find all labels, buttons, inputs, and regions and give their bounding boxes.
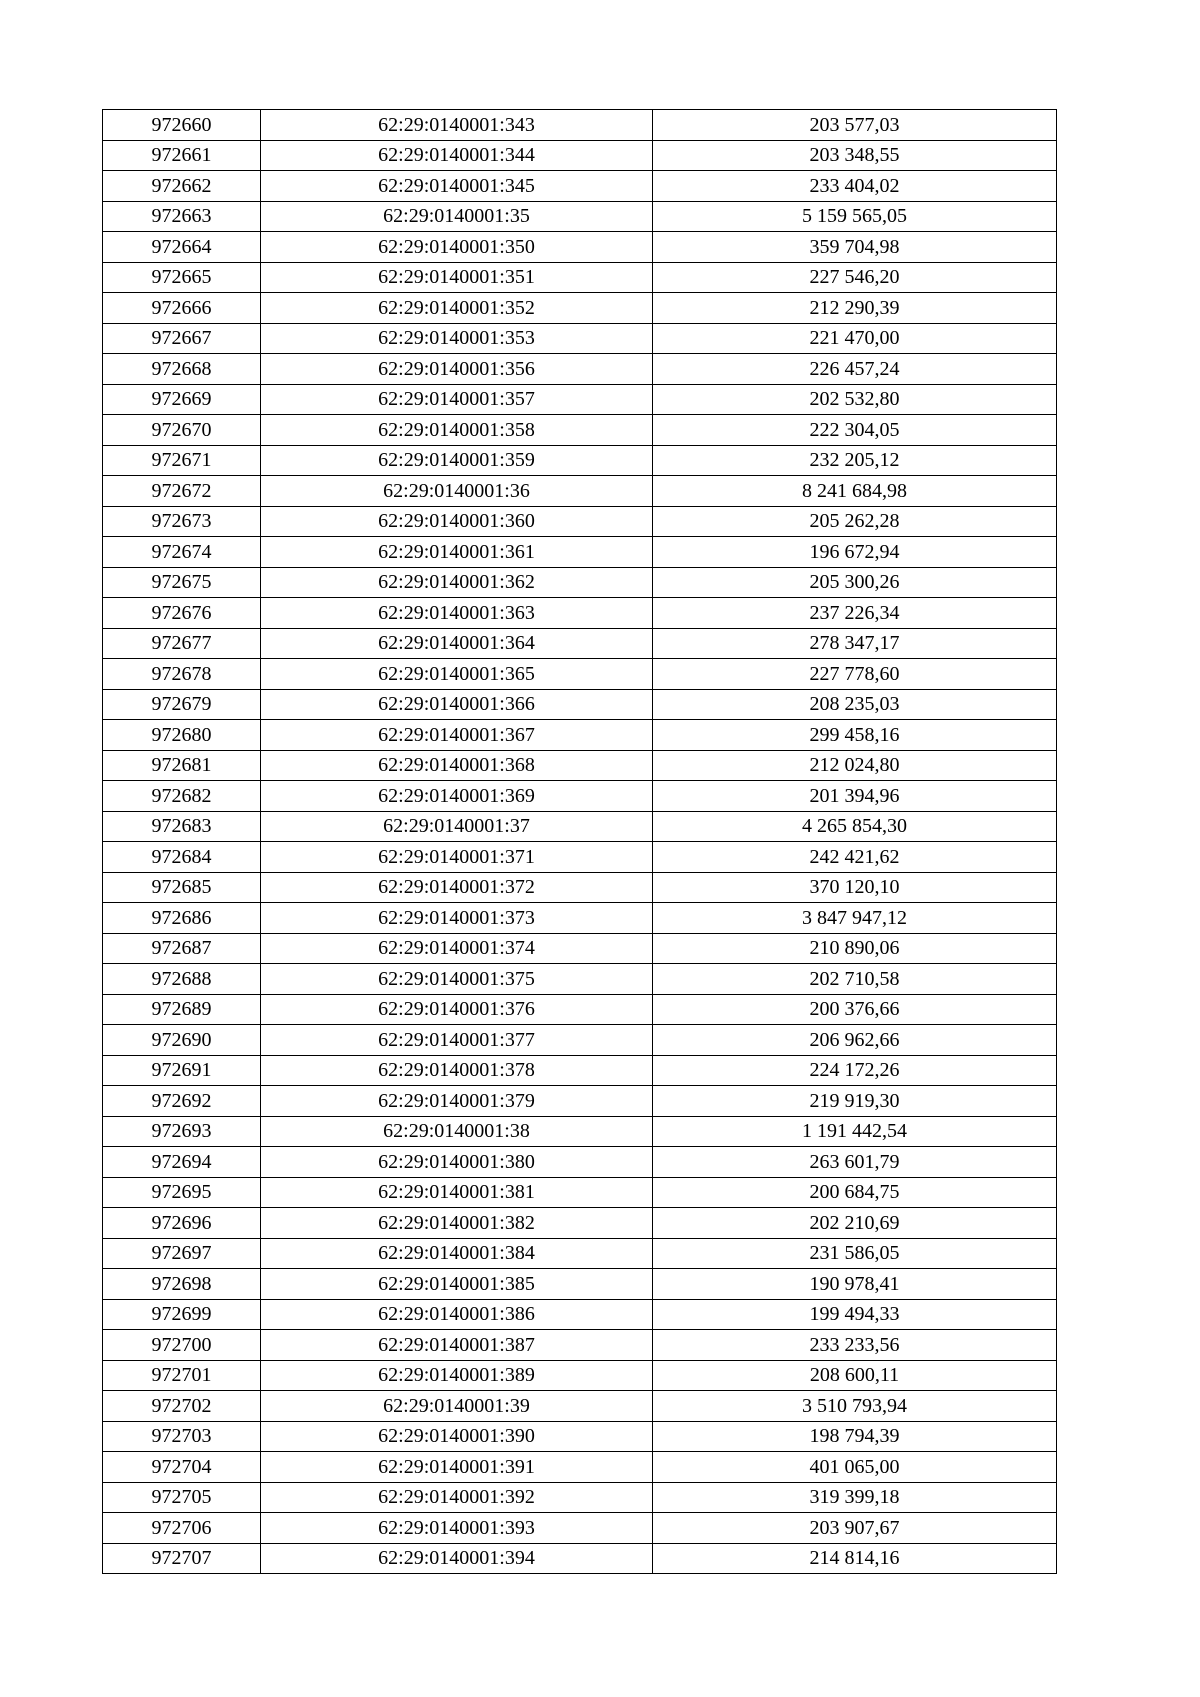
cadastral-value-cell: 237 226,34: [653, 598, 1057, 629]
table-row: [103, 1025, 1057, 1056]
cadastral-number-cell: 62:29:0140001:377: [261, 1025, 653, 1056]
row-number-cell: 972705: [103, 1482, 261, 1513]
table-row: [103, 323, 1057, 354]
row-number-cell: 972667: [103, 323, 261, 354]
table-row: [103, 659, 1057, 690]
cadastral-value-table: [102, 109, 1057, 1574]
table-row: [103, 201, 1057, 232]
cadastral-value-cell: 200 376,66: [653, 994, 1057, 1025]
row-number-cell: 972674: [103, 537, 261, 568]
cadastral-value-cell: 222 304,05: [653, 415, 1057, 446]
cadastral-number-cell: 62:29:0140001:345: [261, 171, 653, 202]
row-number-cell: 972677: [103, 628, 261, 659]
row-number-cell: 972707: [103, 1543, 261, 1574]
table-row: [103, 964, 1057, 995]
table-row: [103, 1086, 1057, 1117]
cadastral-number-cell: 62:29:0140001:385: [261, 1269, 653, 1300]
row-number-cell: 972668: [103, 354, 261, 385]
row-number-cell: 972701: [103, 1360, 261, 1391]
table-row: [103, 506, 1057, 537]
cadastral-value-cell: 205 300,26: [653, 567, 1057, 598]
row-number-cell: 972703: [103, 1421, 261, 1452]
row-number-cell: 972662: [103, 171, 261, 202]
cadastral-number-cell: 62:29:0140001:367: [261, 720, 653, 751]
cadastral-number-cell: 62:29:0140001:386: [261, 1299, 653, 1330]
cadastral-value-cell: 233 233,56: [653, 1330, 1057, 1361]
cadastral-value-cell: 221 470,00: [653, 323, 1057, 354]
row-number-cell: 972683: [103, 811, 261, 842]
cadastral-number-cell: 62:29:0140001:357: [261, 384, 653, 415]
cadastral-value-cell: 370 120,10: [653, 872, 1057, 903]
cadastral-number-cell: 62:29:0140001:393: [261, 1513, 653, 1544]
cadastral-value-cell: 202 210,69: [653, 1208, 1057, 1239]
cadastral-value-cell: 263 601,79: [653, 1147, 1057, 1178]
table-row: [103, 781, 1057, 812]
row-number-cell: 972678: [103, 659, 261, 690]
row-number-cell: 972672: [103, 476, 261, 507]
cadastral-value-cell: 199 494,33: [653, 1299, 1057, 1330]
cadastral-value-cell: 210 890,06: [653, 933, 1057, 964]
table-row: [103, 140, 1057, 171]
cadastral-number-cell: 62:29:0140001:359: [261, 445, 653, 476]
table-row: [103, 1238, 1057, 1269]
row-number-cell: 972670: [103, 415, 261, 446]
table-row: [103, 1513, 1057, 1544]
cadastral-number-cell: 62:29:0140001:352: [261, 293, 653, 324]
table-row: [103, 1543, 1057, 1574]
row-number-cell: 972679: [103, 689, 261, 720]
cadastral-number-cell: 62:29:0140001:394: [261, 1543, 653, 1574]
cadastral-value-cell: 227 778,60: [653, 659, 1057, 690]
row-number-cell: 972694: [103, 1147, 261, 1178]
cadastral-number-cell: 62:29:0140001:360: [261, 506, 653, 537]
row-number-cell: 972661: [103, 140, 261, 171]
row-number-cell: 972675: [103, 567, 261, 598]
cadastral-number-cell: 62:29:0140001:351: [261, 262, 653, 293]
table-row: [103, 933, 1057, 964]
row-number-cell: 972702: [103, 1391, 261, 1422]
row-number-cell: 972664: [103, 232, 261, 263]
table-row: [103, 872, 1057, 903]
cadastral-value-cell: 8 241 684,98: [653, 476, 1057, 507]
cadastral-number-cell: 62:29:0140001:38: [261, 1116, 653, 1147]
cadastral-number-cell: 62:29:0140001:392: [261, 1482, 653, 1513]
cadastral-value-cell: 206 962,66: [653, 1025, 1057, 1056]
cadastral-value-cell: 190 978,41: [653, 1269, 1057, 1300]
row-number-cell: 972706: [103, 1513, 261, 1544]
row-number-cell: 972685: [103, 872, 261, 903]
table-row: [103, 171, 1057, 202]
table-row: [103, 811, 1057, 842]
cadastral-value-cell: 214 814,16: [653, 1543, 1057, 1574]
cadastral-value-cell: 359 704,98: [653, 232, 1057, 263]
row-number-cell: 972673: [103, 506, 261, 537]
row-number-cell: 972681: [103, 750, 261, 781]
table-row: [103, 567, 1057, 598]
cadastral-value-cell: 227 546,20: [653, 262, 1057, 293]
table-row: [103, 1177, 1057, 1208]
table-row: [103, 689, 1057, 720]
cadastral-value-cell: 226 457,24: [653, 354, 1057, 385]
table-row: [103, 415, 1057, 446]
cadastral-number-cell: 62:29:0140001:378: [261, 1055, 653, 1086]
cadastral-value-cell: 205 262,28: [653, 506, 1057, 537]
table-row: [103, 1116, 1057, 1147]
table-row: [103, 1330, 1057, 1361]
cadastral-number-cell: 62:29:0140001:380: [261, 1147, 653, 1178]
row-number-cell: 972696: [103, 1208, 261, 1239]
cadastral-value-cell: 299 458,16: [653, 720, 1057, 751]
cadastral-number-cell: 62:29:0140001:365: [261, 659, 653, 690]
cadastral-number-cell: 62:29:0140001:381: [261, 1177, 653, 1208]
cadastral-value-cell: 202 710,58: [653, 964, 1057, 995]
table-row: [103, 1055, 1057, 1086]
row-number-cell: 972692: [103, 1086, 261, 1117]
cadastral-number-cell: 62:29:0140001:344: [261, 140, 653, 171]
cadastral-value-cell: 200 684,75: [653, 1177, 1057, 1208]
cadastral-value-cell: 202 532,80: [653, 384, 1057, 415]
table-row: [103, 994, 1057, 1025]
row-number-cell: 972680: [103, 720, 261, 751]
cadastral-number-cell: 62:29:0140001:366: [261, 689, 653, 720]
row-number-cell: 972699: [103, 1299, 261, 1330]
row-number-cell: 972676: [103, 598, 261, 629]
table-row: [103, 476, 1057, 507]
row-number-cell: 972697: [103, 1238, 261, 1269]
cadastral-value-cell: 233 404,02: [653, 171, 1057, 202]
row-number-cell: 972663: [103, 201, 261, 232]
table-row: [103, 110, 1057, 141]
cadastral-number-cell: 62:29:0140001:356: [261, 354, 653, 385]
cadastral-number-cell: 62:29:0140001:36: [261, 476, 653, 507]
table-row: [103, 628, 1057, 659]
cadastral-value-cell: 231 586,05: [653, 1238, 1057, 1269]
table-row: [103, 1299, 1057, 1330]
cadastral-number-cell: 62:29:0140001:353: [261, 323, 653, 354]
table-row: [103, 537, 1057, 568]
table-row: [103, 262, 1057, 293]
cadastral-number-cell: 62:29:0140001:387: [261, 1330, 653, 1361]
cadastral-value-cell: 203 348,55: [653, 140, 1057, 171]
table-row: [103, 1482, 1057, 1513]
cadastral-number-cell: 62:29:0140001:343: [261, 110, 653, 141]
cadastral-number-cell: 62:29:0140001:376: [261, 994, 653, 1025]
cadastral-number-cell: 62:29:0140001:384: [261, 1238, 653, 1269]
table-row: [103, 354, 1057, 385]
cadastral-value-cell: 3 847 947,12: [653, 903, 1057, 934]
table-row: [103, 1421, 1057, 1452]
table-row: [103, 384, 1057, 415]
table-row: [103, 1208, 1057, 1239]
cadastral-value-cell: 401 065,00: [653, 1452, 1057, 1483]
row-number-cell: 972695: [103, 1177, 261, 1208]
cadastral-number-cell: 62:29:0140001:361: [261, 537, 653, 568]
cadastral-value-cell: 5 159 565,05: [653, 201, 1057, 232]
row-number-cell: 972690: [103, 1025, 261, 1056]
cadastral-number-cell: 62:29:0140001:363: [261, 598, 653, 629]
cadastral-value-cell: 232 205,12: [653, 445, 1057, 476]
row-number-cell: 972671: [103, 445, 261, 476]
cadastral-value-cell: 201 394,96: [653, 781, 1057, 812]
row-number-cell: 972684: [103, 842, 261, 873]
row-number-cell: 972689: [103, 994, 261, 1025]
row-number-cell: 972682: [103, 781, 261, 812]
row-number-cell: 972666: [103, 293, 261, 324]
cadastral-value-cell: 212 024,80: [653, 750, 1057, 781]
table-row: [103, 445, 1057, 476]
cadastral-value-cell: 196 672,94: [653, 537, 1057, 568]
cadastral-value-cell: 4 265 854,30: [653, 811, 1057, 842]
cadastral-number-cell: 62:29:0140001:374: [261, 933, 653, 964]
row-number-cell: 972693: [103, 1116, 261, 1147]
cadastral-number-cell: 62:29:0140001:368: [261, 750, 653, 781]
table-row: [103, 1147, 1057, 1178]
cadastral-number-cell: 62:29:0140001:372: [261, 872, 653, 903]
table-row: [103, 1452, 1057, 1483]
table-row: [103, 750, 1057, 781]
row-number-cell: 972698: [103, 1269, 261, 1300]
table-row: [103, 1360, 1057, 1391]
row-number-cell: 972687: [103, 933, 261, 964]
table-row: [103, 598, 1057, 629]
row-number-cell: 972660: [103, 110, 261, 141]
table-row: [103, 232, 1057, 263]
cadastral-number-cell: 62:29:0140001:39: [261, 1391, 653, 1422]
cadastral-number-cell: 62:29:0140001:37: [261, 811, 653, 842]
cadastral-number-cell: 62:29:0140001:364: [261, 628, 653, 659]
cadastral-value-cell: 319 399,18: [653, 1482, 1057, 1513]
cadastral-value-cell: 1 191 442,54: [653, 1116, 1057, 1147]
cadastral-number-cell: 62:29:0140001:389: [261, 1360, 653, 1391]
cadastral-number-cell: 62:29:0140001:391: [261, 1452, 653, 1483]
cadastral-value-cell: 278 347,17: [653, 628, 1057, 659]
cadastral-number-cell: 62:29:0140001:373: [261, 903, 653, 934]
cadastral-number-cell: 62:29:0140001:371: [261, 842, 653, 873]
table-row: [103, 903, 1057, 934]
cadastral-value-cell: 203 577,03: [653, 110, 1057, 141]
cadastral-value-cell: 212 290,39: [653, 293, 1057, 324]
row-number-cell: 972691: [103, 1055, 261, 1086]
cadastral-number-cell: 62:29:0140001:369: [261, 781, 653, 812]
cadastral-value-cell: 3 510 793,94: [653, 1391, 1057, 1422]
cadastral-value-cell: 208 235,03: [653, 689, 1057, 720]
cadastral-value-cell: 219 919,30: [653, 1086, 1057, 1117]
cadastral-value-cell: 224 172,26: [653, 1055, 1057, 1086]
table-body: [103, 110, 1057, 1574]
cadastral-number-cell: 62:29:0140001:358: [261, 415, 653, 446]
row-number-cell: 972700: [103, 1330, 261, 1361]
cadastral-value-cell: 198 794,39: [653, 1421, 1057, 1452]
row-number-cell: 972688: [103, 964, 261, 995]
table-row: [103, 842, 1057, 873]
row-number-cell: 972669: [103, 384, 261, 415]
cadastral-number-cell: 62:29:0140001:350: [261, 232, 653, 263]
cadastral-value-cell: 203 907,67: [653, 1513, 1057, 1544]
cadastral-number-cell: 62:29:0140001:375: [261, 964, 653, 995]
cadastral-number-cell: 62:29:0140001:382: [261, 1208, 653, 1239]
cadastral-number-cell: 62:29:0140001:390: [261, 1421, 653, 1452]
cadastral-number-cell: 62:29:0140001:35: [261, 201, 653, 232]
row-number-cell: 972704: [103, 1452, 261, 1483]
table-row: [103, 293, 1057, 324]
cadastral-number-cell: 62:29:0140001:362: [261, 567, 653, 598]
table-row: [103, 720, 1057, 751]
cadastral-value-cell: 208 600,11: [653, 1360, 1057, 1391]
table-row: [103, 1269, 1057, 1300]
cadastral-value-cell: 242 421,62: [653, 842, 1057, 873]
cadastral-number-cell: 62:29:0140001:379: [261, 1086, 653, 1117]
table-row: [103, 1391, 1057, 1422]
row-number-cell: 972686: [103, 903, 261, 934]
row-number-cell: 972665: [103, 262, 261, 293]
